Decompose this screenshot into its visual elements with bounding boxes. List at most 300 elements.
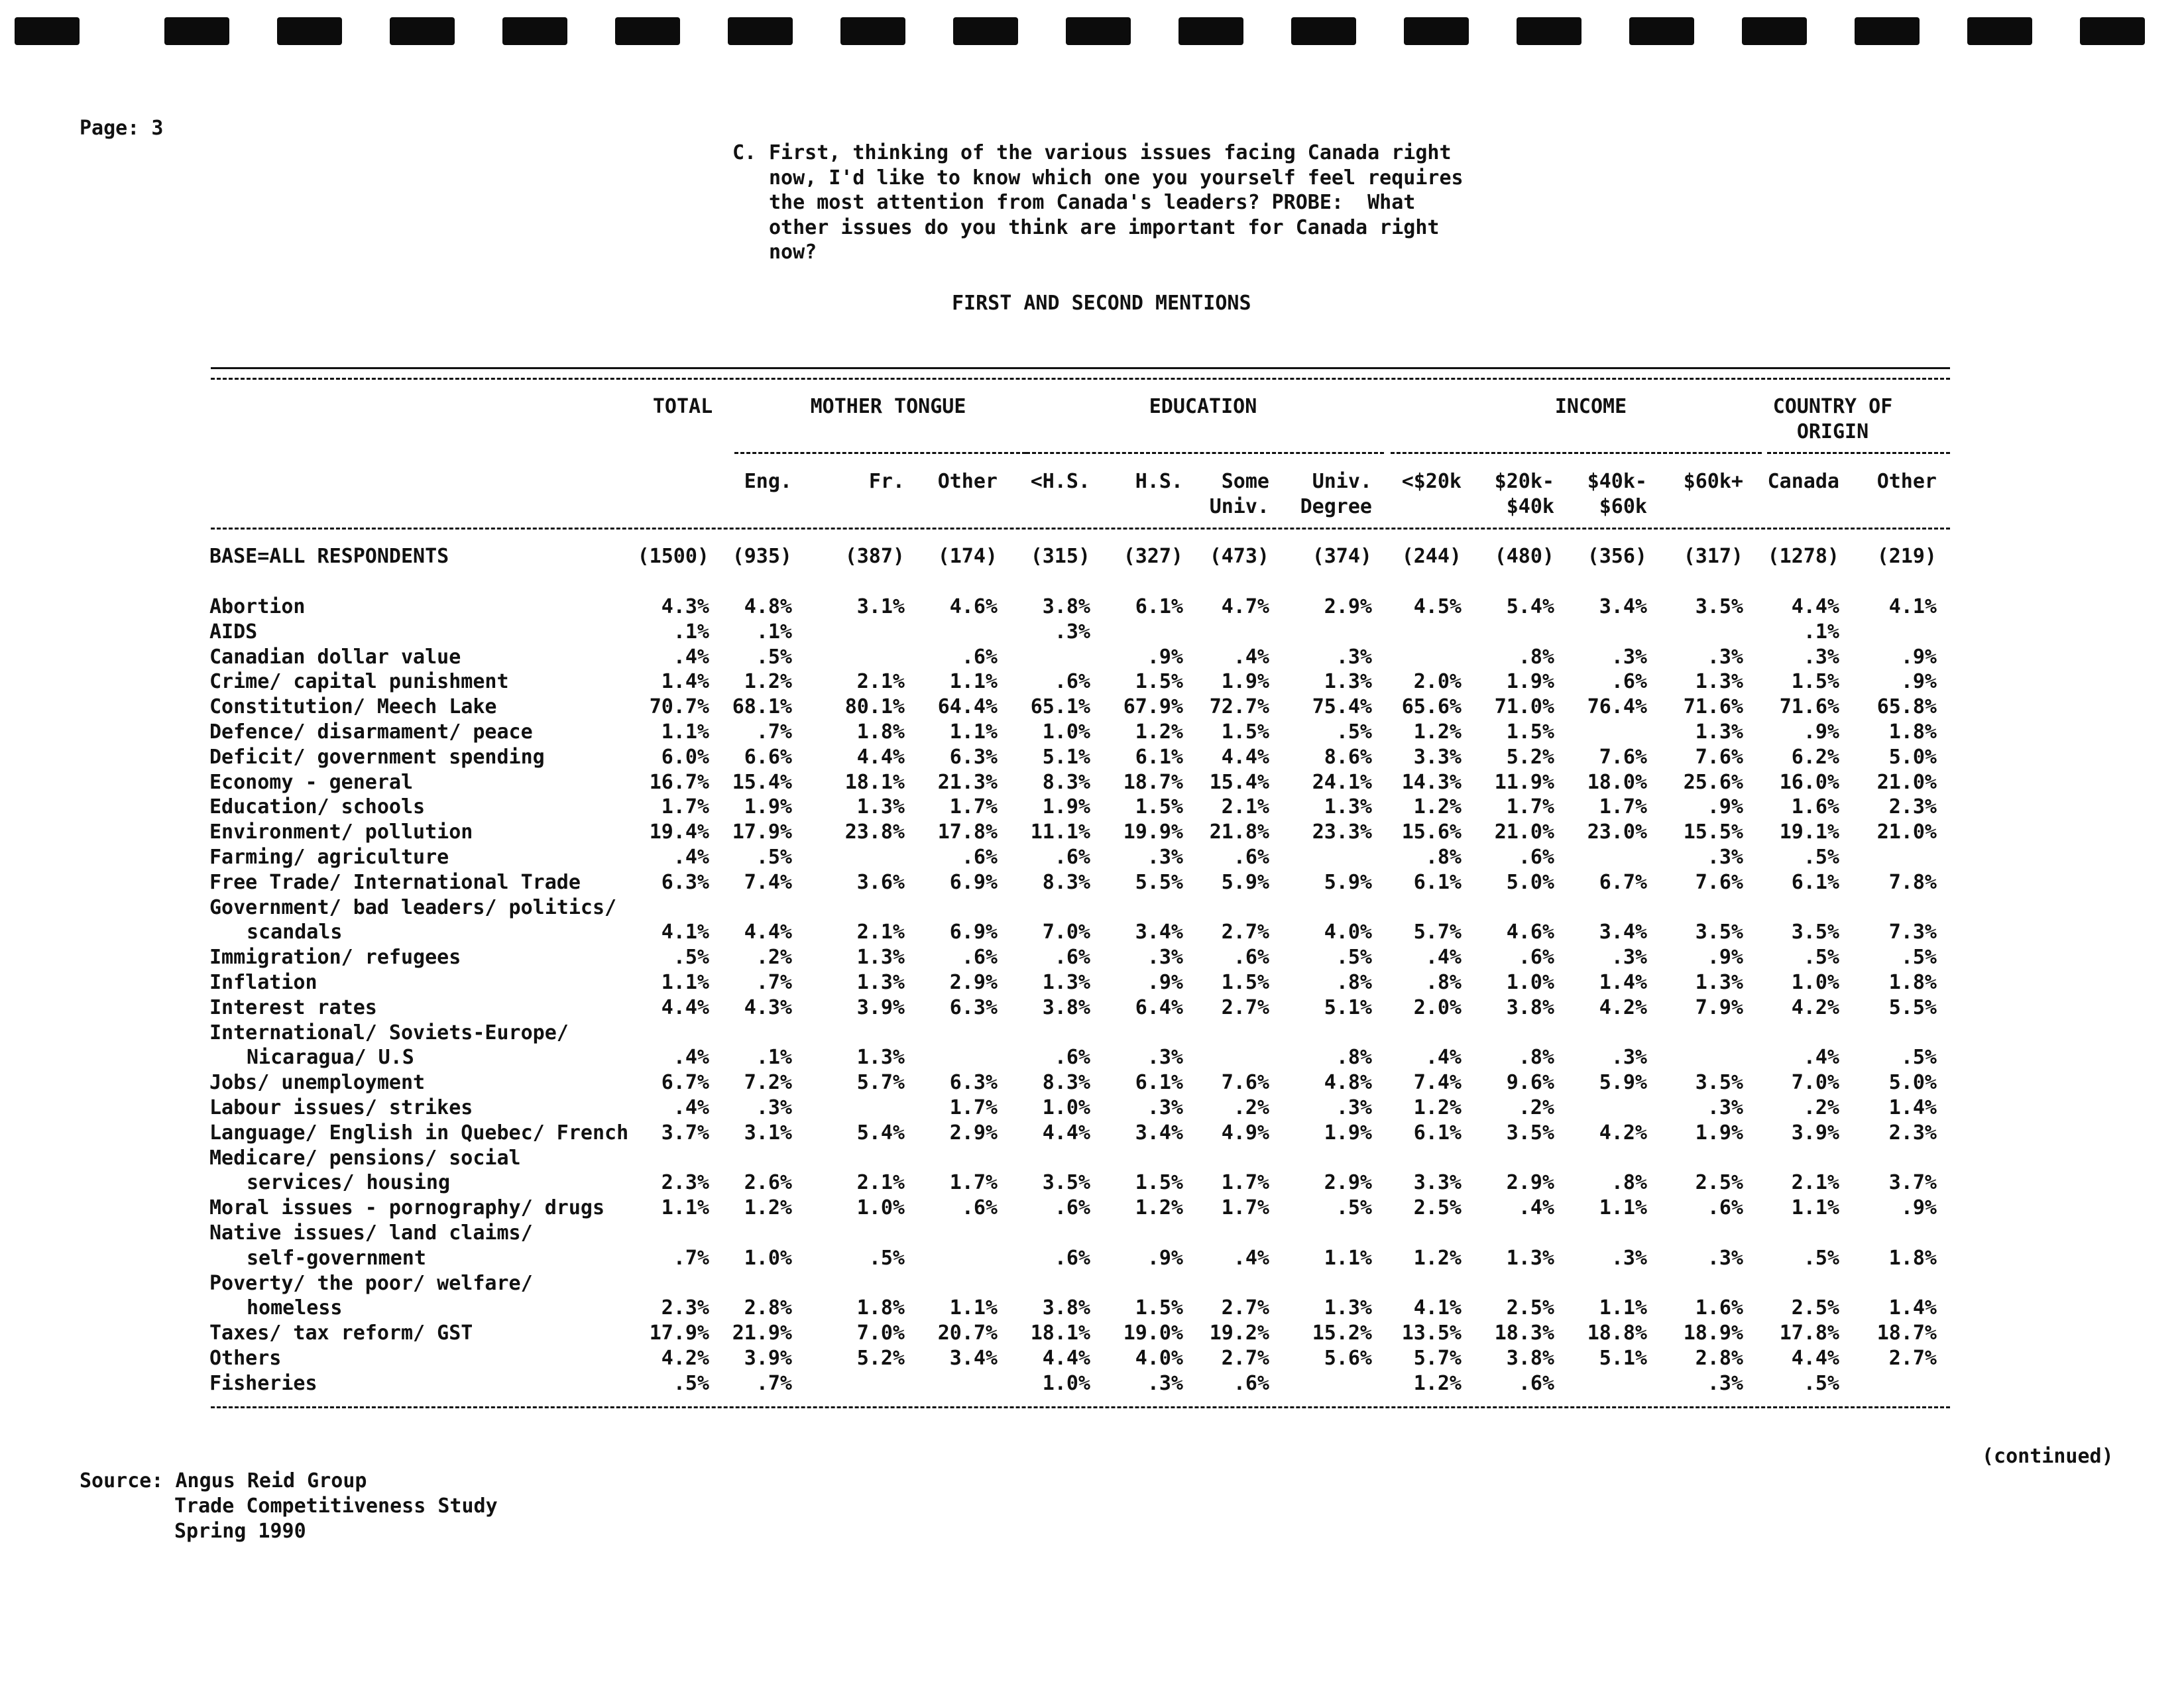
base-count: (473) xyxy=(1209,545,1269,568)
table-cell: .3% xyxy=(1147,946,1183,970)
table-cell: 4.1% xyxy=(661,921,709,944)
table-cell: .3% xyxy=(1611,1246,1647,1270)
table-cell: 71.6% xyxy=(1683,695,1743,719)
table-cell: 18.7% xyxy=(1123,770,1183,794)
table-cell: 15.2% xyxy=(1312,1321,1372,1345)
table-cell: 1.7% xyxy=(1599,795,1647,819)
table-cell: 4.4% xyxy=(661,995,709,1019)
table-cell: 15.5% xyxy=(1683,820,1743,844)
row-label: Moral issues - pornography/ drugs xyxy=(209,1196,605,1220)
table-cell: 6.9% xyxy=(949,870,998,894)
table-cell: 1.3% xyxy=(1695,670,1743,694)
table-cell: 3.7% xyxy=(1888,1171,1937,1195)
column-header: Canada xyxy=(1767,470,1839,493)
table-cell: 5.4% xyxy=(1506,595,1554,618)
table-cell: .1% xyxy=(673,620,709,644)
table-cell: 4.6% xyxy=(949,595,998,618)
column-header: $60k xyxy=(1599,495,1647,518)
table-cell: .3% xyxy=(1611,645,1647,669)
column-header: <$20k xyxy=(1401,470,1462,493)
base-count: (1278) xyxy=(1767,545,1839,568)
base-count: (356) xyxy=(1587,545,1647,568)
table-cell: 2.9% xyxy=(1324,1171,1372,1195)
table-cell: 1.1% xyxy=(1324,1246,1372,1270)
mother-tongue-rule xyxy=(734,452,1026,454)
table-cell: 2.5% xyxy=(1506,1296,1554,1320)
tractor-hole xyxy=(164,17,229,45)
row-label: International/ Soviets-Europe/ xyxy=(209,1021,569,1044)
table-cell: 7.6% xyxy=(1221,1071,1269,1095)
table-cell: 2.0% xyxy=(1413,995,1462,1019)
table-cell: 4.4% xyxy=(1042,1121,1090,1145)
row-label: Government/ bad leaders/ politics/ xyxy=(209,895,617,919)
table-cell: 7.4% xyxy=(744,870,792,894)
table-cell: 1.0% xyxy=(1042,720,1090,744)
table-cell: 2.5% xyxy=(1695,1171,1743,1195)
table-cell: 7.0% xyxy=(1042,921,1090,944)
column-header: $40k xyxy=(1506,495,1554,518)
table-cell: 7.6% xyxy=(1599,745,1647,769)
table-cell: 1.1% xyxy=(949,670,998,694)
table-subtitle: FIRST AND SECOND MENTIONS xyxy=(952,292,1251,315)
table-cell: .6% xyxy=(961,946,998,970)
table-cell: 2.5% xyxy=(1413,1196,1462,1220)
table-cell: 7.3% xyxy=(1888,921,1937,944)
table-cell: .5% xyxy=(1803,846,1839,869)
table-cell: 3.5% xyxy=(1695,921,1743,944)
row-label: AIDS xyxy=(209,620,258,644)
table-cell: .6% xyxy=(961,645,998,669)
table-cell: 1.7% xyxy=(949,1171,998,1195)
table-cell: 1.8% xyxy=(1888,1246,1937,1270)
table-cell: 2.1% xyxy=(1221,795,1269,819)
table-cell: 4.2% xyxy=(1599,995,1647,1019)
table-cell: 18.9% xyxy=(1683,1321,1743,1345)
column-header: $20k- xyxy=(1494,470,1554,493)
table-cell: 3.5% xyxy=(1791,921,1839,944)
table-cell: 3.5% xyxy=(1506,1121,1554,1145)
tractor-hole xyxy=(615,17,680,45)
table-cell: 1.2% xyxy=(1413,795,1462,819)
table-cell: .4% xyxy=(1425,1046,1462,1070)
tractor-hole xyxy=(1517,17,1581,45)
table-cell: .8% xyxy=(1518,1046,1554,1070)
table-cell: .6% xyxy=(961,846,998,869)
table-cell: 6.6% xyxy=(744,745,792,769)
tractor-hole xyxy=(728,17,793,45)
question-line: now? xyxy=(769,241,817,264)
table-cell: 15.4% xyxy=(1209,770,1269,794)
table-cell: 72.7% xyxy=(1209,695,1269,719)
source-line: Angus Reid Group xyxy=(175,1469,367,1492)
table-cell: .8% xyxy=(1336,971,1372,994)
table-cell: 1.1% xyxy=(661,971,709,994)
table-cell: 5.1% xyxy=(1324,995,1372,1019)
question-line: the most attention from Canada's leaders? PROBE: What xyxy=(769,191,1416,214)
table-cell: .3% xyxy=(1707,1371,1743,1395)
table-cell: 4.5% xyxy=(1413,595,1462,618)
source-line: Spring 1990 xyxy=(174,1520,306,1543)
table-cell: 2.8% xyxy=(1695,1347,1743,1370)
column-header: Other xyxy=(1876,470,1937,493)
row-label-continuation: scandals xyxy=(247,921,343,944)
table-cell: 17.8% xyxy=(1779,1321,1839,1345)
row-label: Deficit/ government spending xyxy=(209,745,545,769)
table-cell: 1.7% xyxy=(1221,1171,1269,1195)
base-count: (315) xyxy=(1030,545,1090,568)
table-cell: .6% xyxy=(1233,1371,1269,1395)
table-cell: 19.1% xyxy=(1779,820,1839,844)
row-label: Education/ schools xyxy=(209,795,426,819)
table-cell: 21.3% xyxy=(937,770,998,794)
table-cell: 1.5% xyxy=(1221,720,1269,744)
table-cell: .5% xyxy=(1336,720,1372,744)
table-cell: 5.0% xyxy=(1506,870,1554,894)
table-cell: 2.1% xyxy=(856,1171,905,1195)
table-cell: 2.3% xyxy=(1888,795,1937,819)
country-rule xyxy=(1767,452,1950,454)
tractor-hole xyxy=(1855,17,1920,45)
table-cell: 3.4% xyxy=(1599,595,1647,618)
table-cell: 21.0% xyxy=(1494,820,1554,844)
row-label: Interest rates xyxy=(209,995,377,1019)
table-cell: 5.1% xyxy=(1042,745,1090,769)
table-cell: 5.7% xyxy=(1413,921,1462,944)
table-cell: .3% xyxy=(1147,1371,1183,1395)
table-cell: 3.5% xyxy=(1695,1071,1743,1095)
table-cell: 1.7% xyxy=(661,795,709,819)
base-label: BASE=ALL RESPONDENTS xyxy=(209,545,449,568)
table-cell: 2.1% xyxy=(1791,1171,1839,1195)
table-cell: 1.8% xyxy=(856,1296,905,1320)
row-label: Free Trade/ International Trade xyxy=(209,870,581,894)
table-cell: .5% xyxy=(1900,946,1937,970)
row-label: Inflation xyxy=(209,971,317,994)
table-cell: 2.3% xyxy=(661,1171,709,1195)
table-cell: 4.9% xyxy=(1221,1121,1269,1145)
base-count: (374) xyxy=(1312,545,1372,568)
table-cell: 6.9% xyxy=(949,921,998,944)
table-cell: 18.8% xyxy=(1587,1321,1647,1345)
table-cell: 5.7% xyxy=(856,1071,905,1095)
table-cell: .3% xyxy=(1054,620,1090,644)
table-cell: 7.8% xyxy=(1888,870,1937,894)
table-cell: .5% xyxy=(1803,946,1839,970)
table-cell: 65.8% xyxy=(1876,695,1937,719)
tractor-hole xyxy=(502,17,567,45)
table-cell: .5% xyxy=(868,1246,905,1270)
table-cell: 1.2% xyxy=(1135,720,1183,744)
table-cell: .6% xyxy=(1518,846,1554,869)
table-cell: 1.3% xyxy=(1324,670,1372,694)
table-cell: .8% xyxy=(1425,971,1462,994)
table-cell: 5.0% xyxy=(1888,1071,1937,1095)
table-cell: .3% xyxy=(1611,1046,1647,1070)
table-cell: 3.8% xyxy=(1042,595,1090,618)
group-mother-tongue: MOTHER TONGUE xyxy=(810,395,966,418)
table-cell: 8.3% xyxy=(1042,1071,1090,1095)
question-line: First, thinking of the various issues facing Canada right xyxy=(769,141,1452,164)
table-cell: 3.1% xyxy=(856,595,905,618)
table-cell: 1.3% xyxy=(856,795,905,819)
table-cell: 1.7% xyxy=(949,795,998,819)
table-cell: .5% xyxy=(1900,1046,1937,1070)
table-cell: .3% xyxy=(1803,645,1839,669)
table-cell: .5% xyxy=(1336,1196,1372,1220)
column-header: Eng. xyxy=(744,470,792,493)
table-cell: 6.3% xyxy=(949,995,998,1019)
table-cell: .3% xyxy=(1336,1096,1372,1119)
table-cell: .3% xyxy=(1707,1096,1743,1119)
table-cell: 21.0% xyxy=(1876,770,1937,794)
table-cell: 4.6% xyxy=(1506,921,1554,944)
base-count: (317) xyxy=(1683,545,1743,568)
table-cell: 3.3% xyxy=(1413,1171,1462,1195)
table-cell: 1.2% xyxy=(1135,1196,1183,1220)
table-cell: 9.6% xyxy=(1506,1071,1554,1095)
table-cell: 7.9% xyxy=(1695,995,1743,1019)
table-top-rule xyxy=(211,367,1950,369)
table-cell: 64.4% xyxy=(937,695,998,719)
column-header: Other xyxy=(937,470,998,493)
question-prefix: C. xyxy=(732,141,757,164)
table-cell: .6% xyxy=(961,1196,998,1220)
table-cell: 1.9% xyxy=(1506,670,1554,694)
table-cell: 65.1% xyxy=(1030,695,1090,719)
table-cell: 2.1% xyxy=(856,921,905,944)
column-header: Univ. xyxy=(1312,470,1372,493)
table-cell: .2% xyxy=(1518,1096,1554,1119)
table-cell: 1.2% xyxy=(1413,720,1462,744)
table-cell: 4.4% xyxy=(1791,1347,1839,1370)
table-cell: .3% xyxy=(1147,1046,1183,1070)
row-label-continuation: homeless xyxy=(247,1296,343,1320)
row-label: Environment/ pollution xyxy=(209,820,473,844)
row-label-continuation: services/ housing xyxy=(247,1171,451,1195)
table-cell: 2.7% xyxy=(1221,921,1269,944)
row-label: Medicare/ pensions/ social xyxy=(209,1146,521,1170)
table-cell: .6% xyxy=(1518,1371,1554,1395)
table-cell: .9% xyxy=(1147,645,1183,669)
table-cell: 3.9% xyxy=(1791,1121,1839,1145)
table-cell: 3.9% xyxy=(856,995,905,1019)
table-cell: 1.9% xyxy=(744,795,792,819)
table-cell: 2.7% xyxy=(1221,1347,1269,1370)
table-cell: 3.5% xyxy=(1695,595,1743,618)
table-cell: 1.3% xyxy=(1695,971,1743,994)
row-label: Fisheries xyxy=(209,1371,317,1395)
table-cell: 2.3% xyxy=(661,1296,709,1320)
column-header: Univ. xyxy=(1209,495,1269,518)
row-label: Poverty/ the poor/ welfare/ xyxy=(209,1271,533,1295)
table-cell: 7.6% xyxy=(1695,745,1743,769)
table-cell: 4.2% xyxy=(661,1347,709,1370)
table-cell: 8.6% xyxy=(1324,745,1372,769)
table-cell: 1.1% xyxy=(1599,1296,1647,1320)
table-cell: .4% xyxy=(1233,645,1269,669)
row-label-continuation: Nicaragua/ U.S xyxy=(247,1046,414,1070)
table-cell: .9% xyxy=(1147,1246,1183,1270)
table-cell: .8% xyxy=(1336,1046,1372,1070)
table-cell: 70.7% xyxy=(649,695,709,719)
table-cell: 1.1% xyxy=(1599,1196,1647,1220)
table-cell: 3.6% xyxy=(856,870,905,894)
table-cell: 5.5% xyxy=(1888,995,1937,1019)
table-cell: .4% xyxy=(1803,1046,1839,1070)
table-cell: 21.8% xyxy=(1209,820,1269,844)
table-cell: .9% xyxy=(1900,645,1937,669)
table-cell: 6.1% xyxy=(1413,870,1462,894)
tractor-hole xyxy=(840,17,905,45)
table-cell: .4% xyxy=(1518,1196,1554,1220)
table-cell: 1.4% xyxy=(661,670,709,694)
row-label: Native issues/ land claims/ xyxy=(209,1221,533,1245)
table-cell: .9% xyxy=(1707,795,1743,819)
source-line: Trade Competitiveness Study xyxy=(174,1494,498,1518)
row-label: Defence/ disarmament/ peace xyxy=(209,720,533,744)
table-cell: .2% xyxy=(756,946,792,970)
table-cell: 1.7% xyxy=(1221,1196,1269,1220)
tractor-hole xyxy=(1742,17,1807,45)
table-cell: 3.8% xyxy=(1042,1296,1090,1320)
table-cell: 5.5% xyxy=(1135,870,1183,894)
table-cell: 1.4% xyxy=(1888,1096,1937,1119)
tractor-hole xyxy=(1066,17,1131,45)
table-cell: 5.7% xyxy=(1413,1347,1462,1370)
table-cell: 2.7% xyxy=(1221,1296,1269,1320)
table-cell: 3.4% xyxy=(1135,1121,1183,1145)
table-cell: 2.5% xyxy=(1791,1296,1839,1320)
table-bottom-rule xyxy=(211,1406,1950,1408)
table-cell: 4.4% xyxy=(1791,595,1839,618)
table-cell: .8% xyxy=(1425,846,1462,869)
base-count: (219) xyxy=(1876,545,1937,568)
table-cell: .6% xyxy=(1054,1046,1090,1070)
table-cell: 4.4% xyxy=(856,745,905,769)
table-cell: 1.0% xyxy=(856,1196,905,1220)
table-cell: 5.9% xyxy=(1324,870,1372,894)
continued-note: (continued) xyxy=(1982,1445,2114,1468)
row-label: Abortion xyxy=(209,595,306,618)
table-cell: 3.8% xyxy=(1506,1347,1554,1370)
table-cell: .6% xyxy=(1054,946,1090,970)
table-cell: 4.8% xyxy=(744,595,792,618)
table-cell: 2.3% xyxy=(1888,1121,1937,1145)
source-note xyxy=(80,1469,498,1544)
table-cell: 7.0% xyxy=(1791,1071,1839,1095)
column-header: $40k- xyxy=(1587,470,1647,493)
table-cell: .3% xyxy=(1707,1246,1743,1270)
table-cell: 7.4% xyxy=(1413,1071,1462,1095)
row-label: Immigration/ refugees xyxy=(209,946,461,970)
table-cell: 6.4% xyxy=(1135,995,1183,1019)
table-cell: 1.9% xyxy=(1324,1121,1372,1145)
table-cell: .3% xyxy=(1707,645,1743,669)
table-cell: 6.3% xyxy=(949,745,998,769)
table-cell: 15.4% xyxy=(732,770,792,794)
table-cell: 68.1% xyxy=(732,695,792,719)
table-cell: 1.5% xyxy=(1791,670,1839,694)
question-line: other issues do you think are important for Canada right xyxy=(769,215,1440,239)
table-cell: 4.4% xyxy=(744,921,792,944)
table-cell: 1.1% xyxy=(1791,1196,1839,1220)
table-cell: 1.1% xyxy=(949,720,998,744)
table-cell: 6.1% xyxy=(1413,1121,1462,1145)
table-cell: .2% xyxy=(1233,1096,1269,1119)
table-cell: 1.4% xyxy=(1888,1296,1937,1320)
table-cell: 5.2% xyxy=(856,1347,905,1370)
table-cell: 1.3% xyxy=(1042,971,1090,994)
table-cell: 17.9% xyxy=(649,1321,709,1345)
table-cell: 6.1% xyxy=(1135,1071,1183,1095)
table-cell: .3% xyxy=(1336,645,1372,669)
table-cell: 1.9% xyxy=(1695,1121,1743,1145)
table-cell: 3.8% xyxy=(1506,995,1554,1019)
question-line: now, I'd like to know which one you yourself feel requires xyxy=(769,166,1464,190)
table-cell: .3% xyxy=(756,1096,792,1119)
table-cell: 1.2% xyxy=(1413,1096,1462,1119)
table-cell: 19.0% xyxy=(1123,1321,1183,1345)
table-cell: 6.7% xyxy=(1599,870,1647,894)
table-cell: 2.7% xyxy=(1221,995,1269,1019)
table-cell: 25.6% xyxy=(1683,770,1743,794)
tractor-hole xyxy=(277,17,342,45)
table-cell: 3.3% xyxy=(1413,745,1462,769)
table-cell: 1.1% xyxy=(949,1296,998,1320)
table-cell: .6% xyxy=(1233,846,1269,869)
table-cell: 5.9% xyxy=(1599,1071,1647,1095)
table-cell: 76.4% xyxy=(1587,695,1647,719)
table-cell: .3% xyxy=(1147,1096,1183,1119)
row-label: Farming/ agriculture xyxy=(209,846,449,869)
table-cell: 4.4% xyxy=(1221,745,1269,769)
table-cell: 15.6% xyxy=(1401,820,1462,844)
table-cell: 21.9% xyxy=(732,1321,792,1345)
table-cell: .5% xyxy=(756,846,792,869)
table-cell: 23.0% xyxy=(1587,820,1647,844)
table-cell: 2.7% xyxy=(1888,1347,1937,1370)
table-cell: 11.1% xyxy=(1030,820,1090,844)
table-cell: .9% xyxy=(1803,720,1839,744)
table-cell: 7.6% xyxy=(1695,870,1743,894)
table-cell: 14.3% xyxy=(1401,770,1462,794)
table-cell: 20.7% xyxy=(937,1321,998,1345)
table-cell: 17.8% xyxy=(937,820,998,844)
row-label: Constitution/ Meech Lake xyxy=(209,695,497,719)
table-cell: 6.3% xyxy=(661,870,709,894)
base-count: (480) xyxy=(1494,545,1554,568)
row-label-continuation: self-government xyxy=(247,1246,426,1270)
table-cell: 1.5% xyxy=(1135,1296,1183,1320)
table-cell: 2.8% xyxy=(744,1296,792,1320)
table-cell: 1.5% xyxy=(1506,720,1554,744)
table-cell: 4.0% xyxy=(1135,1347,1183,1370)
table-cell: 4.7% xyxy=(1221,595,1269,618)
table-cell: 1.3% xyxy=(1506,1246,1554,1270)
table-cell: .5% xyxy=(673,946,709,970)
survey-question xyxy=(732,140,1501,265)
table-cell: .4% xyxy=(673,846,709,869)
table-cell: 71.0% xyxy=(1494,695,1554,719)
table-cell: 3.4% xyxy=(949,1347,998,1370)
tractor-hole xyxy=(1291,17,1356,45)
table-cell: 18.0% xyxy=(1587,770,1647,794)
table-cell: 1.3% xyxy=(1324,1296,1372,1320)
table-cell: 4.3% xyxy=(661,595,709,618)
table-cell: 6.2% xyxy=(1791,745,1839,769)
table-cell: 7.2% xyxy=(744,1071,792,1095)
table-cell: .6% xyxy=(1707,1196,1743,1220)
